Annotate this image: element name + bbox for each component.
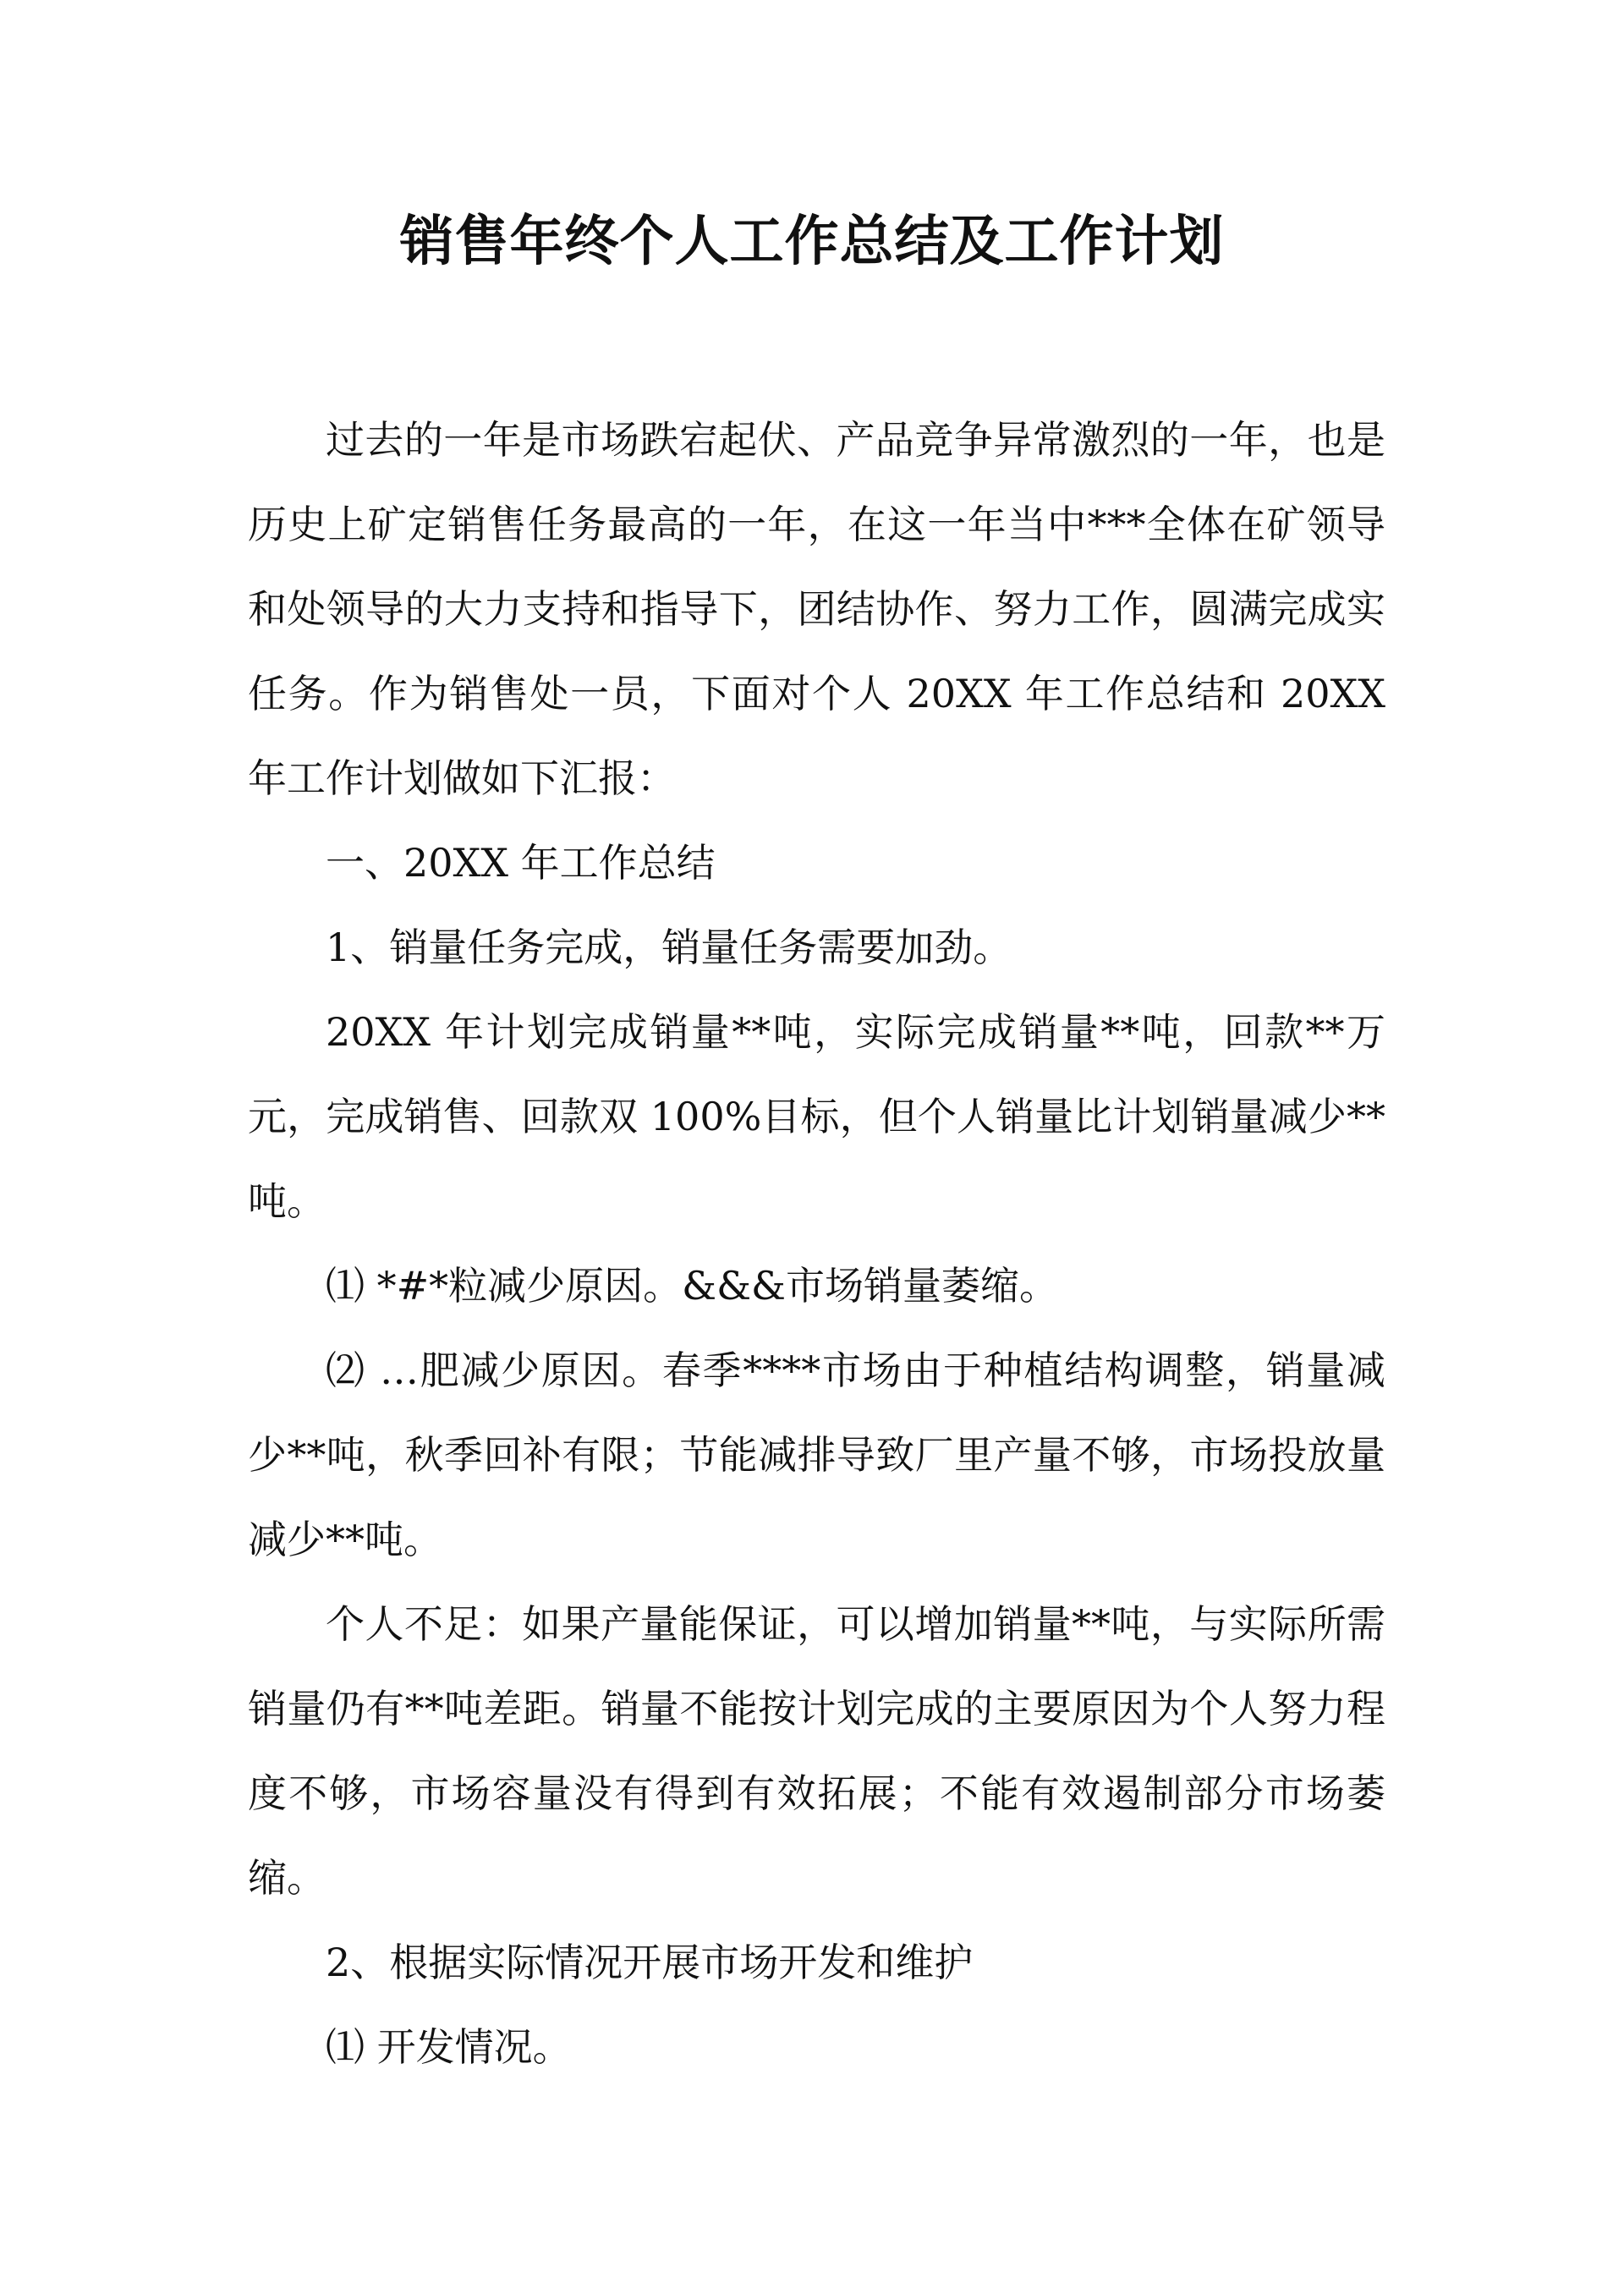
paragraph-intro: 过去的一年是市场跌宕起伏、产品竞争异常激烈的一年，也是历史上矿定销售任务最高的一年，在这一年当中***全体在矿领导和处领导的大力支持和指导下，团结协作、努力工作，圆满完成实任务。作为销售处一员，下面对个人 20XX 年工作总结和 20XX 年工作计划做如下汇报： [248,417,1385,801]
list-item-reason-1: ⑴ *#*粒减少原因。&&&市场销量萎缩。 [326,1263,1059,1309]
list-item-development-status: ⑴ 开发情况。 [326,2024,572,2070]
subheading-sales-task: 1、销量任务完成，销量任务需要加劲。 [326,925,1012,970]
paragraph-sales-figures: 20XX 年计划完成销量**吨，实际完成销量**吨，回款**万元，完成销售、回款双 100%目标，但个人销量比计划销量减少**吨。 [248,1009,1385,1224]
document-title: 销售年终个人工作总结及工作计划 [399,211,1225,273]
document-body [248,398,1385,2089]
subheading-market-development: 2、根据实际情况开展市场开发和维护 [326,1940,974,1985]
paragraph-personal-shortcomings: 个人不足：如果产量能保证，可以增加销量**吨，与实际所需销量仍有**吨差距。销量不能按计划完成的主要原因为个人努力程度不够，市场容量没有得到有效拓展；不能有效遏制部分市场萎缩。 [248,1601,1385,1901]
list-item-reason-2: ⑵ …肥减少原因。春季****市场由于种植结构调整，销量减少**吨，秋季回补有限；节能减排导致厂里产量不够，市场投放量减少**吨。 [248,1347,1385,1562]
section-heading-summary: 一、20XX 年工作总结 [326,840,716,886]
